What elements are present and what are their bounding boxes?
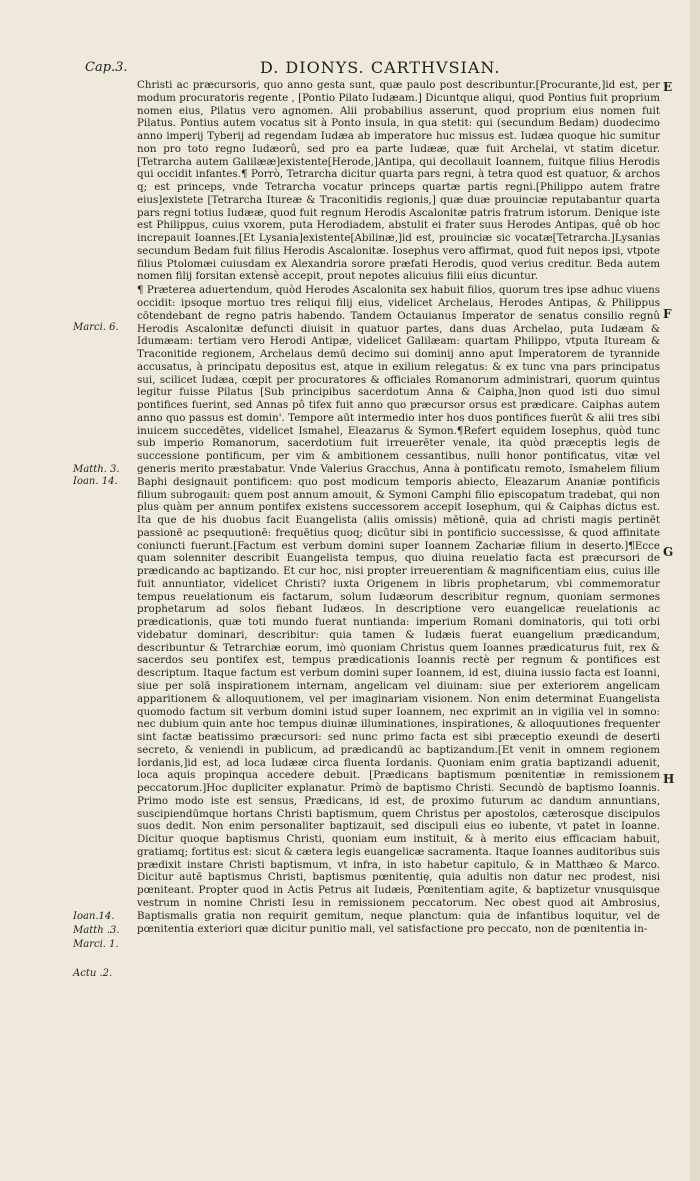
section-letter-e: E bbox=[663, 80, 673, 94]
section-letter-h: H bbox=[663, 772, 675, 786]
margin-ref-actu-2: Actu .2. bbox=[73, 968, 113, 979]
section-letter-f: F bbox=[663, 307, 672, 321]
section-letter-g: G bbox=[663, 545, 674, 559]
main-text bbox=[137, 79, 660, 936]
margin-ref-matth-3-b: Matth .3. bbox=[73, 925, 120, 936]
running-header bbox=[0, 58, 700, 80]
chapter-label: Cap.3. bbox=[85, 60, 128, 75]
page-edge bbox=[690, 0, 700, 1181]
margin-ref-matth-3: Matth. 3. bbox=[73, 464, 120, 475]
margin-ref-marci-6: Marci. 6. bbox=[73, 322, 119, 333]
paragraph-2: ¶ Præterea aduertendum, quòd Herodes Ascalonita sex habuit filios, quorum tres ipse adhuc viuens occidit: ipsoque mortuo tres reliqui filij eius, videlicet Archelaus, Herodes Antipas, & Philippus cōtendebant de regno patris habendo. Tandem Octauianus Imperator de senatus consilio regnû Herodis Ascalonitæ defuncti diuisit in quatuor partes, dans duas Archelao, puta Iudæam & Idumæam: tertiam vero Herodi Antipæ, videlicet Galilæam: quartam Philippo, vtputa Ituream & Traconitide regionem, Archelaus demū decimo sui dominij anno aput Imperatorem de tyrannide accusatus, à principatu depositus est, atque in exilium relegatus: & ex tunc vna pars principatus sui, scilicet Iudæa, cœpit per procuratores & officiales Romanorum administrari, quorum quintus legitur fuisse Pilatus [Sub principibus sacerdotum Anna & Caipha,]non quod isti duo simul pontifices fuerint, sed Annas pô tifex fuit anno quo præcursor orsus est prædicare. Caiphas autem anno quo passus est domin'. Tempore aūt intermedio inter hos duos pontifices fuerūt & alii tres sibi inuicem succedētes, videlicet Ismahel, Eleazarus & Symon.¶Refert equidem Iosephus, quòd tunc sub imperio Romanorum, sacerdotium fuit irreuerēter venale, ita quòd præceptis legis de successione pontificum, per vim & ambitionem cessantibus, nulli honor pontificatus, vitæ vel generis merito præstabatur. Vnde Valerius Gracchus, Anna à pontificatu remoto, Ismahelem filium Baphi designauit pontificem: quo post modicum temporis abiecto, Eleazarum Ananiæ pontificis filium subrogauit: quem post annum amouit, & Symoni Camphi filio episcopatum tradebat, qui non plus quàm per annum pontifex existens successorem accepit Iosephum, qui & Caiphas dictus est. Ita que de his duobus facit Euangelista (aliis omissis) mētionē, quia ad christi magis pertinēt passionē ac psequutionē: frequētius quoq; dicūtur sibi in pontificio successisse, & quod affinitate coniuncti fuerunt.[Factum est verbum domini super Ioannem Zachariæ filium in deserto.]¶Ecce quam solenniter describit Euangelista tempus, quo diuina reuelatio facta est præcursori de prædicando ac baptizando. Et cur hoc, nisi propter irreuerentiam & magnificentiam eius, cuius ille fuit annuntiator, videlicet Christi? iuxta Origenem in libris prophetarum, vbi commemoratur tempus reuelationum eis factarum, solum Iudæorum describitur regnum, quoniam sermones prophetarum ad solos fiebant Iudæos. In descriptione vero euangelicæ reuelationis ac prædicationis, quæ toti mundo fuerat nuntianda: imperium Romani dominatoris, qui toti orbi videbatur dominari, describitur: quia tamen & Iudæis fuerat euangelium prædicandum, describuntur & Tetrarchiæ eorum, imò quoniam Christus quem Ioannes prædicaturus fuit, rex & sacerdos seu pontifex est, tempus prædicationis Ioannis rectè per regnum & pontifices est descriptum. Itaque factum est verbum domini super Ioannem, id est, diuina iussio facta est Ioanni, siue per solā inspirationem internam, angelicam vel diuinam: siue per exteriorem angelicam apparitionem & alloquutionem, vel per imaginariam visionem. Non enim determinat Euangelista quomodo factum sit verbum domini istud super Ioannem, nec exprimit an in vigilia vel in somno: nec dubium quin ante hoc tempus diuinæ illuminationes, inspirationes, & alloquutiones frequenter sint factæ beatissimo præcursori: sed nunc primo facta est sibi præceptio exeundi de deserti secreto, & veniendi in publicum, ad prædicandū ac baptizandum.[Et venit in omnem regionem Iordanis,]id est, ad loca Iudææ circa fluenta Iordanis. Quoniam enim gratia baptizandi aduenit, loca aquis propinqua accedere debuit. [Prædicans baptismum pœnitentiæ in remissionem peccatorum.]Hoc dupliciter explanatur. Primò de baptismo Christi. Secundò de baptismo Ioannis. Primo modo iste est sensus, Prædicans, id est, de proximo futurum ac dandum annuntians, suscipiendūmque hortans Christi baptismum, quem Christus per apostolos, cæterosque discipulos suos dedit. Non enim personaliter baptizauit, sed discipuli eius eo iubente, vt patet in Ioanne. Dicitur quoque baptismus Christi, quoniam eum instituit, & à merito eius efficaciam habuit, gratiamq; fortitus est: sicut & cætera legis euangelicæ sacramenta. Itaque Ioannes auditoribus suis prædixit instare Christi baptismum, vt infra, in isto habetur capitulo, & in Matthæo & Marco. Dicitur autē baptismus Christi, baptismus pœnitentię, quia adultis non datur nec prodest, nisi pœniteant. Propter quod in Actis Petrus ait Iudæis, Pœnitentiam agite, & baptizetur vnusquisque vestrum in nomine Christi Iesu in remissionem peccatorum. Nec obest quod ait Ambrosius, Baptismalis gratia non requirit gemitum, neque planctum: quia de infantibus loquitur, vel de pœnitentia exteriori quæ dicitur punitio mali, vel satisfactione pro peccato, non de pœnitentia in- bbox=[137, 284, 660, 935]
paragraph-1: Christi ac præcursoris, quo anno gesta sunt, quæ paulo post describuntur.[Procurante,]id est, per modum procuratoris regente , [Pontio Pilato Iudæam.] Dicuntque aliqui, quod Pontius fuit proprium nomen eius, Pilatus vero agnomen. Alii probabilius asserunt, quod proprium eius nomen fuit Pilatus. Pontius autem vocatus sit à Ponto insula, in qua stetit: qui (secundum Bedam) duodecimo anno imperij Tyberij ad regendam Iudæa ab imperatore huc missus est. Iudæa quoque hic sumitur non pro toto regno Iudæorû, sed pro ea parte Iudææ, quæ fuit Archelai, vt statim dicetur.[Tetrarcha autem Galilææ]existente[Herode,]Antipa, qui decollauit Ioannem, fuitque filius Herodis qui occidit infantes.¶ Porrò, Tetrarcha dicitur quarta pars regni, à tetra quod est quatuor, & archos q; est princeps, vnde Tetrarcha vocatur princeps quartæ partis regni.[Philippo autem fratre eius]existete [Tetrarcha Itureæ & Traconitidis regionis,] quæ duæ prouinciæ reputabantur quarta pars regni totius Iudææ, quod fuit regnum Herodis Ascalonitæ patris fratrum istorum. Denique iste est Philippus, cuius vxorem, puta Herodiadem, abstulit ei frater suus Herodes Antipas, quê ob hoc increpauit Ioannes.[Et Lysania]existente[Abilinæ,]id est, prouinciæ sic vocatæ[Tetrarcha.]Lysanias secundum Bedam fuit filius Herodis Ascalonitæ. Iosephus vero affirmat, quod fuit nepos ipsi, vtpote filius Ptolomæi cuiusdam ex Alexandria sorore præfati Herodis, quod verius creditur. Beda autem nomen filij forsitan extensè accepit, prout nepotes alicuius filii eius dicuntur. bbox=[137, 79, 660, 283]
margin-ref-ioan-14-b: Ioan.14. bbox=[73, 911, 115, 922]
margin-ref-marci-1: Marci. 1. bbox=[73, 939, 119, 950]
page-title: D. DIONYS. CARTHVSIAN. bbox=[260, 58, 501, 77]
margin-ref-ioan-14: Ioan. 14. bbox=[73, 476, 118, 487]
